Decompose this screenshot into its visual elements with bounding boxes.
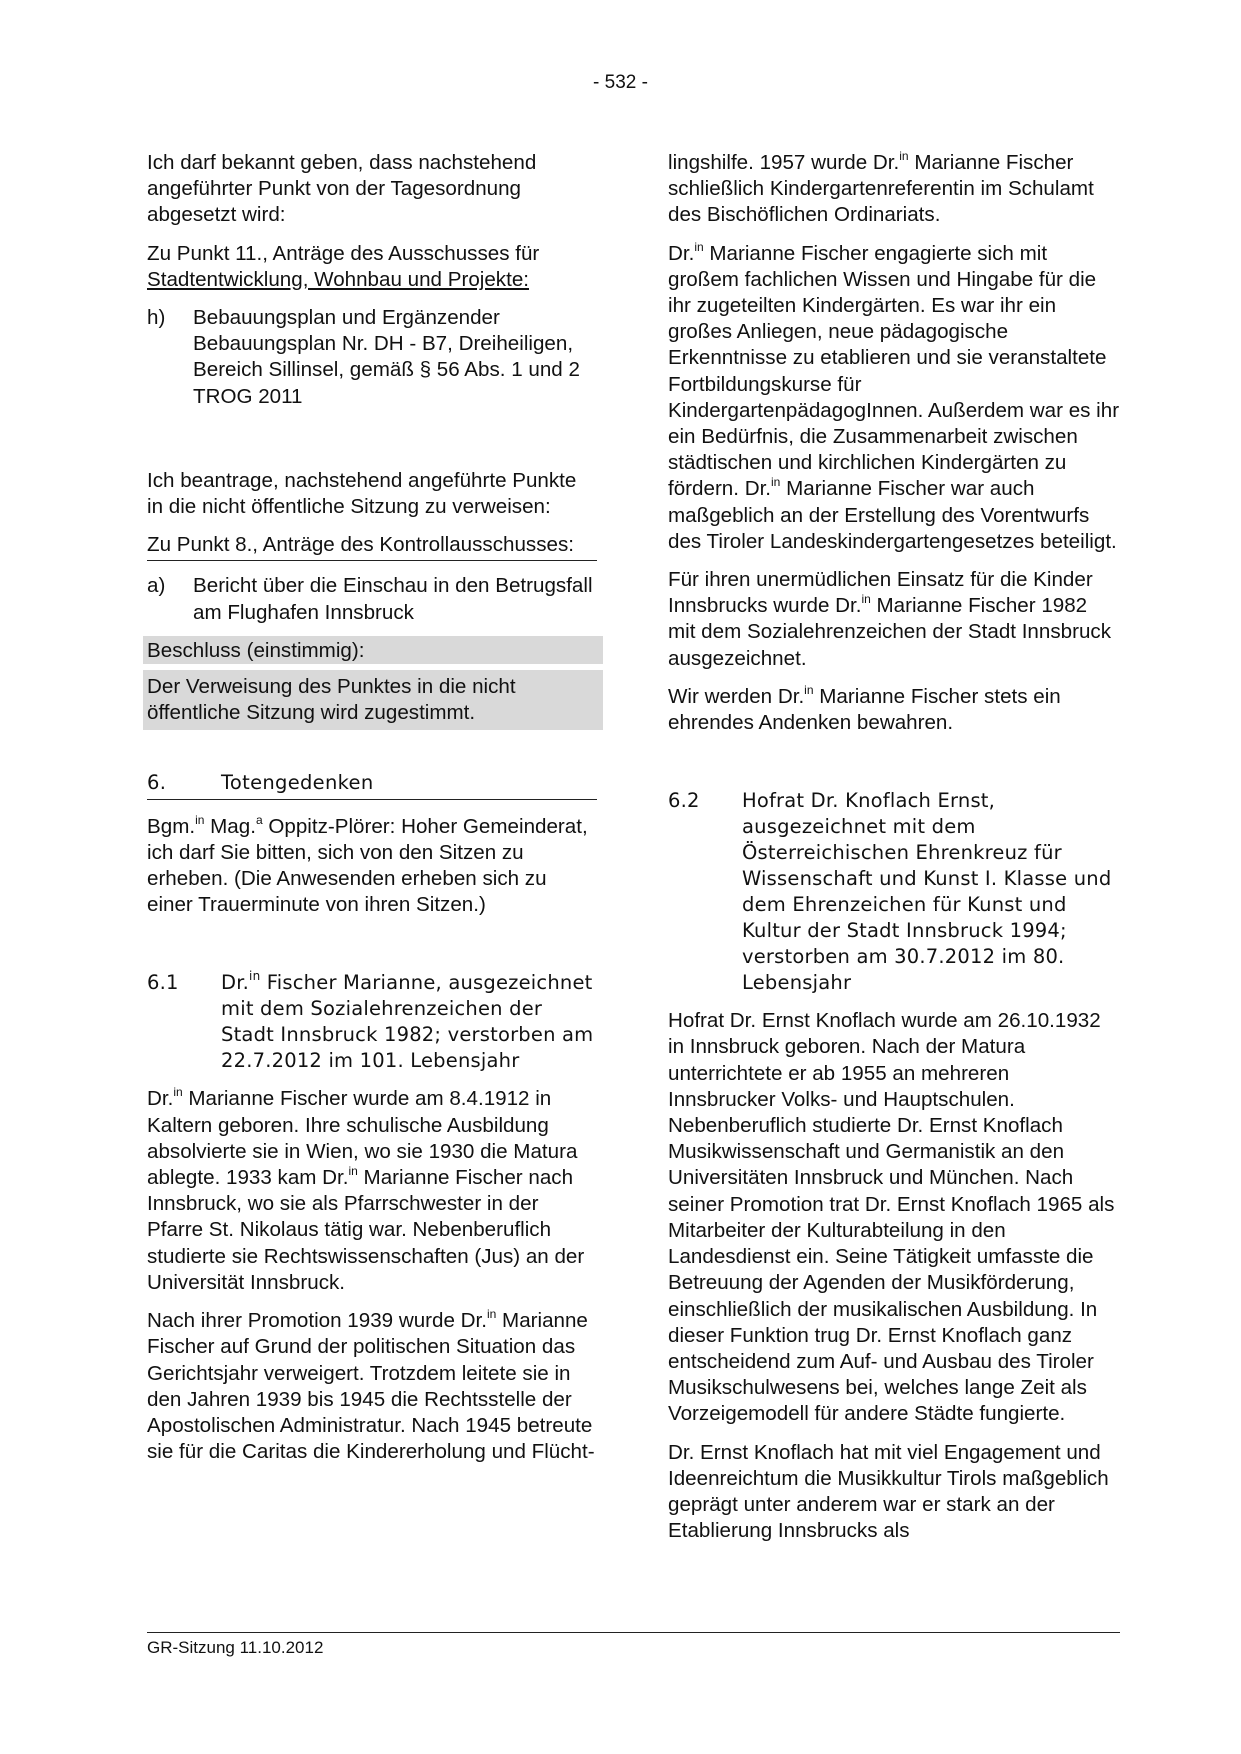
paragraph-punkt-11: Zu Punkt 11., Anträge des Ausschusses für Stadtentwicklung, Wohnbau und Projekte: (147, 241, 540, 291)
section-6-2-heading: 6.2 Hofrat Dr. Knoflach Ernst, ausgezeichnet mit dem Österreichischen Ehrenkreuz für Wissenschaft und Kunst I. Klasse und dem Ehrenzeichen für Kunst und Kultur der Stadt Innsbruck 1994; verstorben am 30.7.2012 im 80. Lebensjahr (668, 789, 1112, 995)
list-item-h: h) Bebauungsplan und Ergänzender Bebauungsplan Nr. DH - B7, Dreiheiligen, Bereich Sillinsel, gemäß § 56 Abs. 1 und 2 TROG 2011 (147, 306, 580, 408)
paragraph-beantrage: Ich beantrage, nachstehend angeführte Punkte in die nicht öffentliche Sitzung zu verweisen: (147, 468, 577, 519)
paragraph-bgm: Bgm.$^{in}$ Mag.$^a$ Oppitz-Plörer: Hoher Gemeinderat, ich darf Sie bitten, sich von den Sitzen zu erheben. (Die Anwesenden erheben sich zu einer Trauerminute von ihren Sitzen.) (147, 812, 588, 917)
paragraph-punkt-8: Zu Punkt 8., Anträge des Kontrollausschusses: (147, 532, 597, 561)
footer-session-date: GR-Sitzung 11.10.2012 (147, 1638, 324, 1657)
section-6-1-heading: 6.1 Dr.$^{in}$ Fischer Marianne, ausgezeichnet mit dem Sozialehrenzeichen der Stadt Innsbruck 1982; verstorben am 22.7.2012 im 101. Lebensjahr (147, 969, 594, 1073)
footer-divider (147, 1632, 1120, 1633)
paragraph-fischer-promotion: Nach ihrer Promotion 1939 wurde Dr.$^{in}$ Marianne Fischer auf Grund der politischen Situation das Gerichtsjahr verweigert. Trotzdem leitete sie in den Jahren 1939 bis 1945 die Rechtsstelle der Apostolischen Administratur. Nach 1945 betreute sie für die Caritas die Kindererholung und Flücht- (147, 1307, 595, 1464)
paragraph-fischer-bio: Dr.$^{in}$ Marianne Fischer wurde am 8.4.1912 in Kaltern geboren. Ihre schulische Ausbildung absolvierte sie in Wien, wo sie 1930 die Matura ablegte. 1933 kam Dr.$^{in}$ Marianne Fischer nach Innsbruck, wo sie als Pfarrschwester in der Pfarre St. Nikolaus tätig war. Nebenberuflich studierte sie Rechtswissenschaften (Jus) an der Universität Innsbruck. (147, 1085, 585, 1294)
paragraph-fischer-award: Für ihren unermüdlichen Einsatz für die Kinder Innsbrucks wurde Dr.$^{in}$ Marianne Fischer 1982 mit dem Sozialehrenzeichen der Stadt Innsbruck ausgezeichnet. (668, 568, 1111, 670)
list-item-a: a) Bericht über die Einschau in den Betrugsfall am Flughafen Innsbruck (147, 574, 593, 624)
paragraph-knoflach-engagement: Dr. Ernst Knoflach hat mit viel Engagement und Ideenreichtum die Musikkultur Tirols maßgeblich geprägt unter anderem war er stark an der Etablierung Innsbrucks als (668, 1440, 1109, 1543)
paragraph-abgesetzt: Ich darf bekannt geben, dass nachstehend angeführter Punkt von der Tagesordnung abgesetzt wird: (147, 151, 537, 227)
resolution-text: Der Verweisung des Punktes in die nicht öffentliche Sitzung wird zugestimmt. (147, 675, 516, 725)
resolution-heading: Beschluss (einstimmig): (147, 638, 365, 662)
paragraph-fischer-memory: Wir werden Dr.$^{in}$ Marianne Fischer stets ein ehrendes Andenken bewahren. (668, 682, 1061, 735)
left-column (147, 150, 597, 1465)
committee-name: Stadtentwicklung, Wohnbau und Projekte: (147, 267, 529, 291)
paragraph-knoflach-bio: Hofrat Dr. Ernst Knoflach wurde am 26.10.1932 in Innsbruck geboren. Nach der Matura unterrichtete er ab 1955 an mehreren Innsbrucker Volks- und Hauptschulen. Nebenberuflich studierte Dr. Ernst Knoflach Musikwissenschaft und Germanistik an den Universitäten Innsbruck und München. Nach seiner Promotion trat Dr. Ernst Knoflach 1965 als Mitarbeiter der Kulturabteilung in den Landesdienst ein. Seine Tätigkeit umfasste die Betreuung der Agenden der Musikförderung, einschließlich der musikalischen Ausbildung. In dieser Funktion trug Dr. Ernst Knoflach ganz entscheidend zum Auf- und Ausbau des Tiroler Musikschulwesens bei, welches lange Zeit als Vorzeigemodell für andere Städte fungierte. (668, 1009, 1115, 1426)
page-number: - 532 - (593, 72, 648, 93)
right-column (668, 150, 1120, 1544)
paragraph-fischer-engagement: Dr.$^{in}$ Marianne Fischer engagierte sich mit großem fachlichen Wissen und Hingabe für die ihr zugeteilten Kindergärten. Es war ihr ein großes Anliegen, neue pädagogische Erkenntnisse zu etablieren und sie veranstaltete Fortbildungskurse für KindergartenpädagogInnen. Außerdem war es ihr ein Bedürfnis, die Zusammenarbeit zwischen städtischen und kirchlichen Kindergärten zu fördern. Dr.$^{in}$ Marianne Fischer war auch maßgeblich an der Erstellung des Vorentwurfs des Tiroler Landeskindergartengesetzes beteiligt. (668, 239, 1120, 553)
paragraph-fischer-continued: lingshilfe. 1957 wurde Dr.$^{in}$ Marianne Fischer schließlich Kindergartenreferentin im Schulamt des Bischöflichen Ordinariats. (668, 149, 1094, 227)
section-6-heading: 6. Totengedenken (147, 770, 597, 799)
resolution-box (143, 636, 603, 731)
